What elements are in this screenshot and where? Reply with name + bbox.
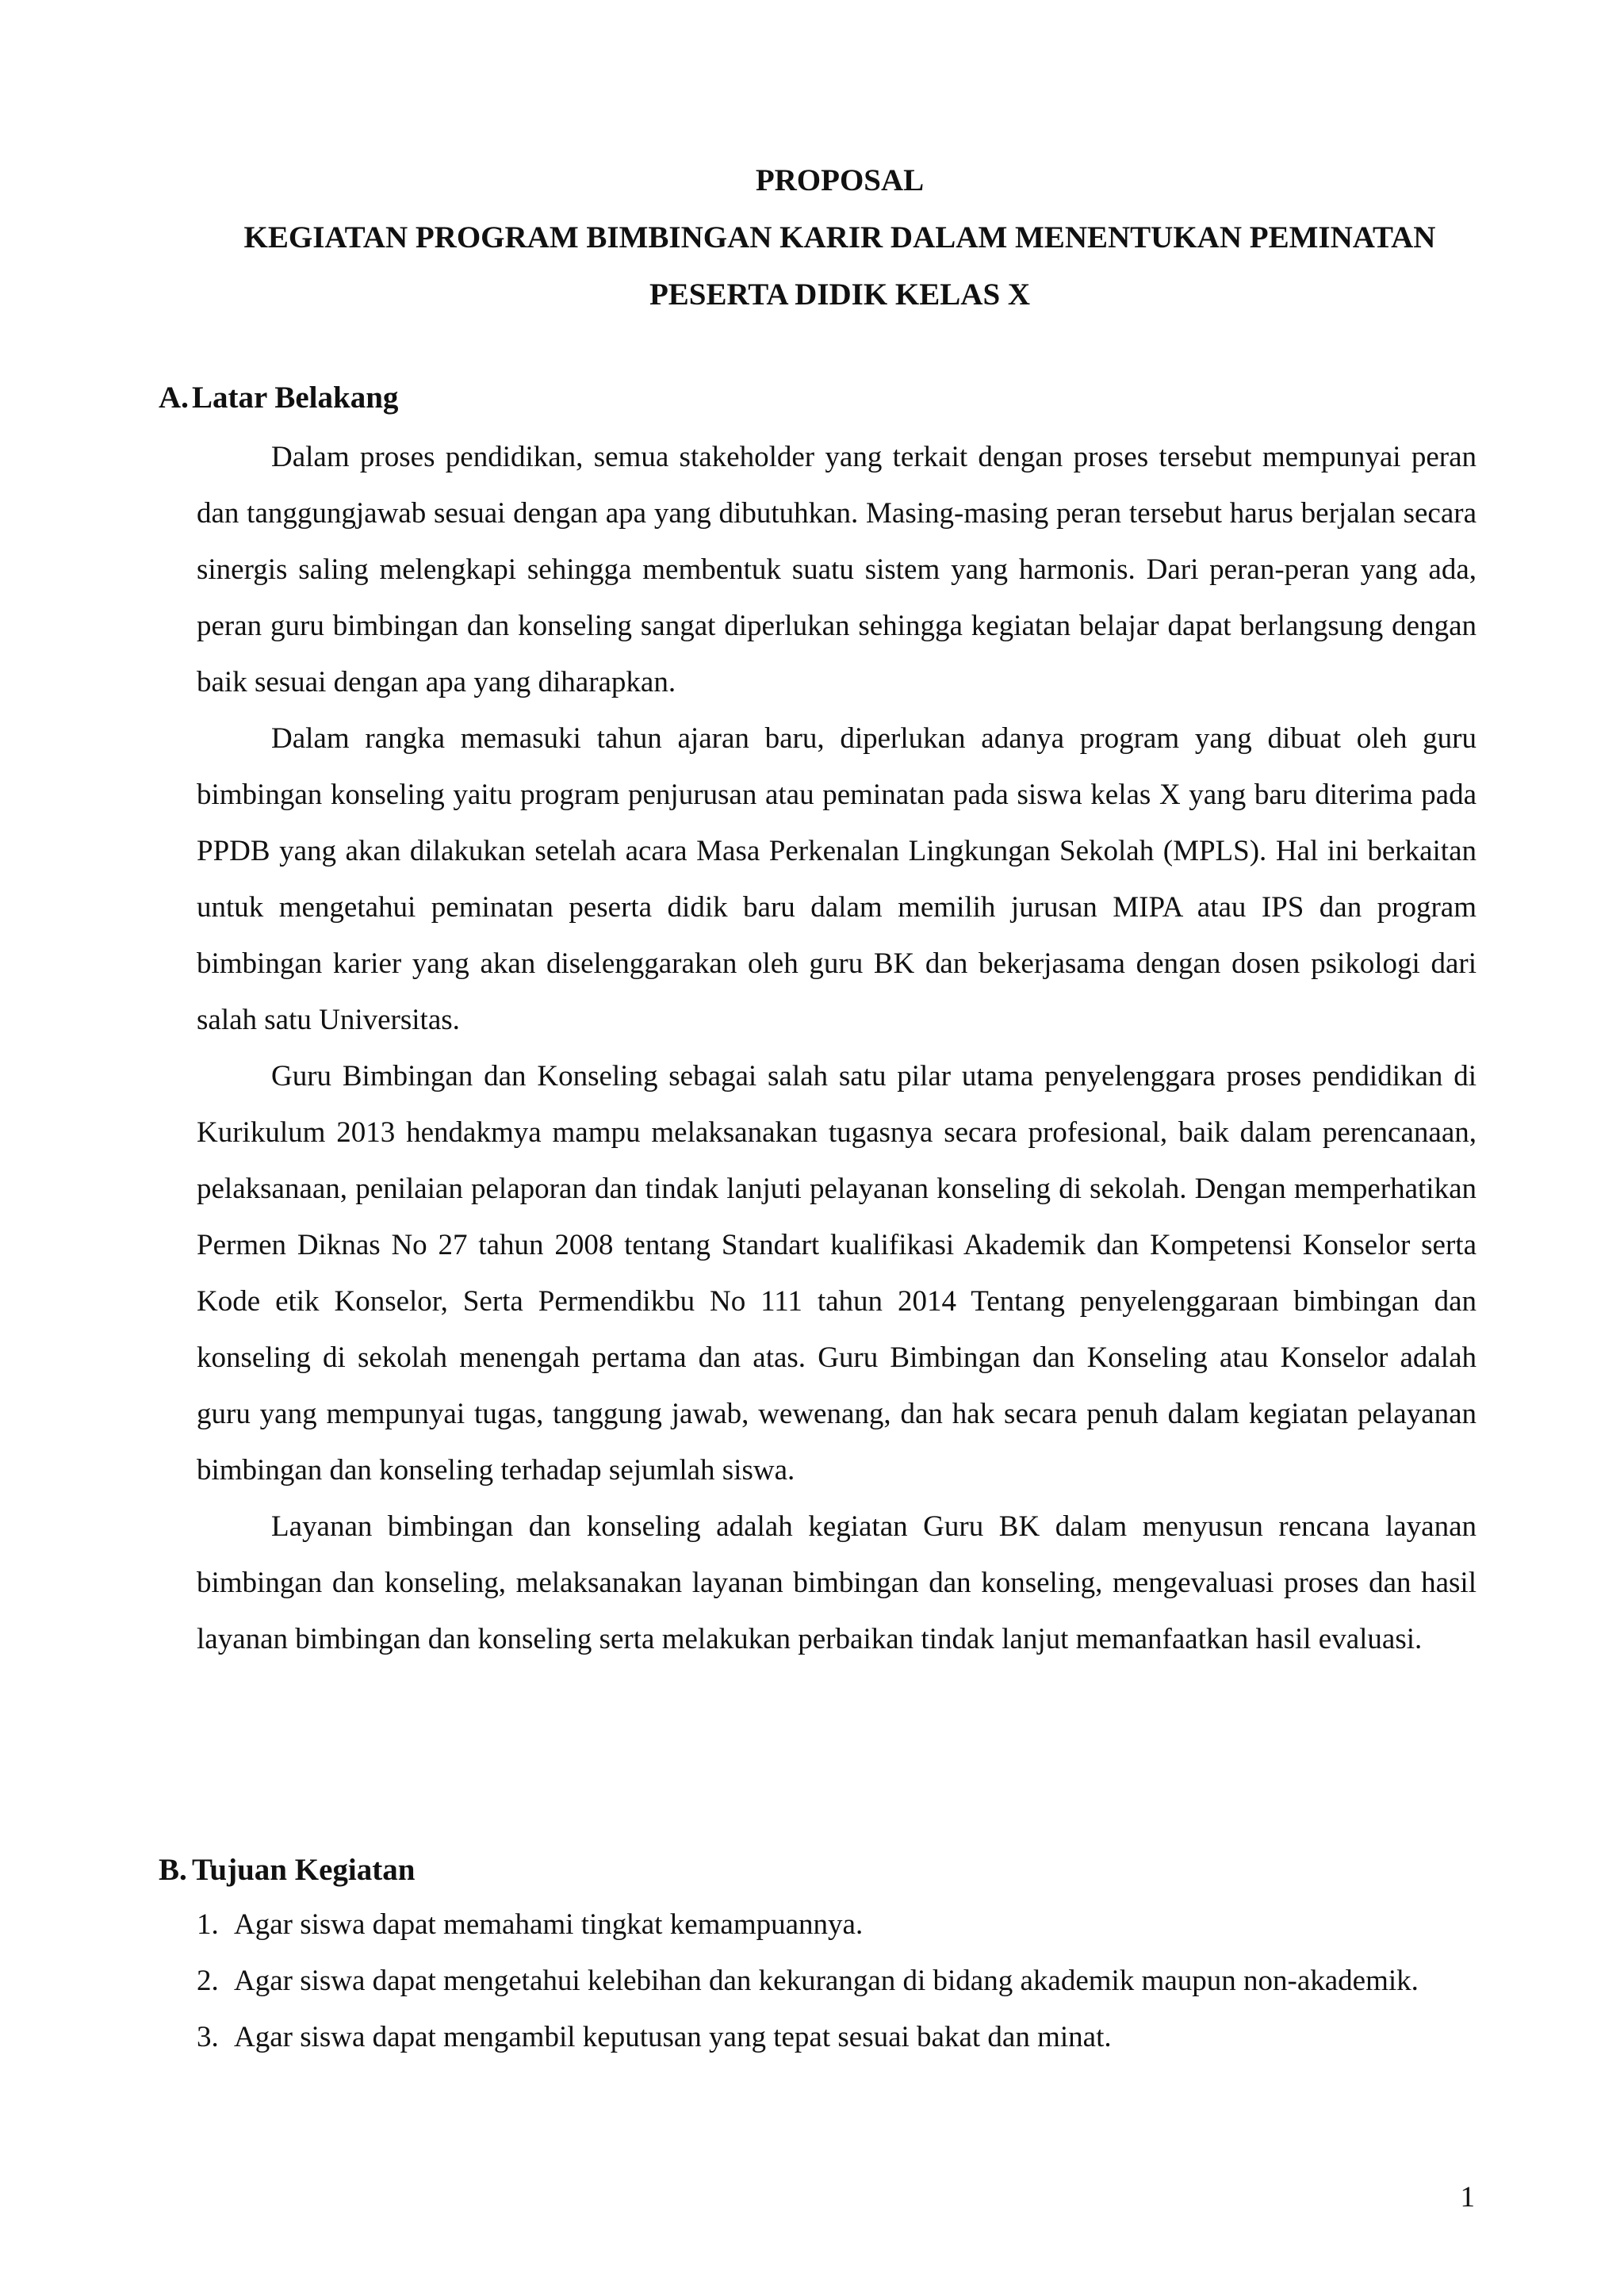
title-line-1: PROPOSAL: [755, 163, 925, 197]
paragraph: Dalam rangka memasuki tahun ajaran baru, diperlukan adanya program yang dibuat oleh guru bimbingan konseling yaitu program penjurusan atau peminatan pada siswa kelas X yang baru diterima pada PPDB yang akan dilakukan setelah acara Masa Perkenalan Lingkungan Sekolah (MPLS). Hal ini berkaitan untuk mengetahui peminatan peserta didik baru dalam memilih jurusan MIPA atau IPS dan program bimbingan karier yang akan diselenggarakan oleh guru BK dan bekerjasama dengan dosen psikologi dari salah satu Universitas.: [197, 722, 1477, 1036]
title-line-3: PESERTA DIDIK KELAS X: [649, 277, 1031, 312]
section-b-heading: [159, 1851, 415, 1889]
list-item-text: Agar siswa dapat mengetahui kelebihan dan kekurangan di bidang akademik maupun non-akademik.: [234, 1965, 1419, 1997]
list-item-text: Agar siswa dapat memahami tingkat kemampuannya.: [234, 1908, 864, 1941]
document-title: [159, 152, 1521, 323]
list-item: [197, 1896, 1477, 1953]
page-number: 1: [1460, 2181, 1475, 2214]
list-item-number: 3.: [197, 2021, 219, 2053]
section-b-title: Tujuan Kegiatan: [192, 1853, 416, 1887]
list-item-text: Agar siswa dapat mengambil keputusan yang tepat sesuai bakat dan minat.: [234, 2021, 1112, 2053]
list-item-number: 2.: [197, 1965, 219, 1997]
paragraph: Guru Bimbingan dan Konseling sebagai salah satu pilar utama penyelenggara proses pendidikan di Kurikulum 2013 hendakmya mampu melaksanakan tugasnya secara profesional, baik dalam perencanaan, pelaksanaan, penilaian pelaporan dan tindak lanjuti pelayanan konseling di sekolah. Dengan memperhatikan Permen Diknas No 27 tahun 2008 tentang Standart kualifikasi Akademik dan Kompetensi Konselor serta Kode etik Konselor, Serta Permendikbu No 111 tahun 2014 Tentang penyelenggaraan bimbingan dan konseling di sekolah menengah pertama dan atas. Guru Bimbingan dan Konseling atau Konselor adalah guru yang mempunyai tugas, tanggung jawab, wewenang, dan hak secara penuh dalam kegiatan pelayanan bimbingan dan konseling terhadap sejumlah siswa.: [197, 1060, 1477, 1487]
list-item: [197, 1953, 1477, 2009]
objectives-list: [197, 1896, 1477, 2065]
list-item: [197, 2009, 1477, 2065]
section-a-letter: A.: [159, 381, 189, 415]
list-item-number: 1.: [197, 1908, 219, 1941]
section-a-heading: [159, 379, 398, 417]
section-a-body: [197, 429, 1477, 1667]
paragraph: Layanan bimbingan dan konseling adalah kegiatan Guru BK dalam menyusun rencana layanan bimbingan dan konseling, melaksanakan layanan bimbingan dan konseling, mengevaluasi proses dan hasil layanan bimbingan dan konseling serta melakukan perbaikan tindak lanjut memanfaatkan hasil evaluasi.: [197, 1510, 1477, 1655]
title-line-2: KEGIATAN PROGRAM BIMBINGAN KARIR DALAM MENENTUKAN PEMINATAN: [243, 220, 1436, 254]
section-b-letter: B.: [159, 1853, 187, 1887]
paragraph: Dalam proses pendidikan, semua stakeholder yang terkait dengan proses tersebut mempunyai peran dan tanggungjawab sesuai dengan apa yang dibutuhkan. Masing-masing peran tersebut harus berjalan secara sinergis saling melengkapi sehingga membentuk suatu sistem yang harmonis. Dari peran-peran yang ada, peran guru bimbingan dan konseling sangat diperlukan sehingga kegiatan belajar dapat berlangsung dengan baik sesuai dengan apa yang diharapkan.: [197, 441, 1477, 698]
section-a-title: Latar Belakang: [192, 381, 399, 415]
